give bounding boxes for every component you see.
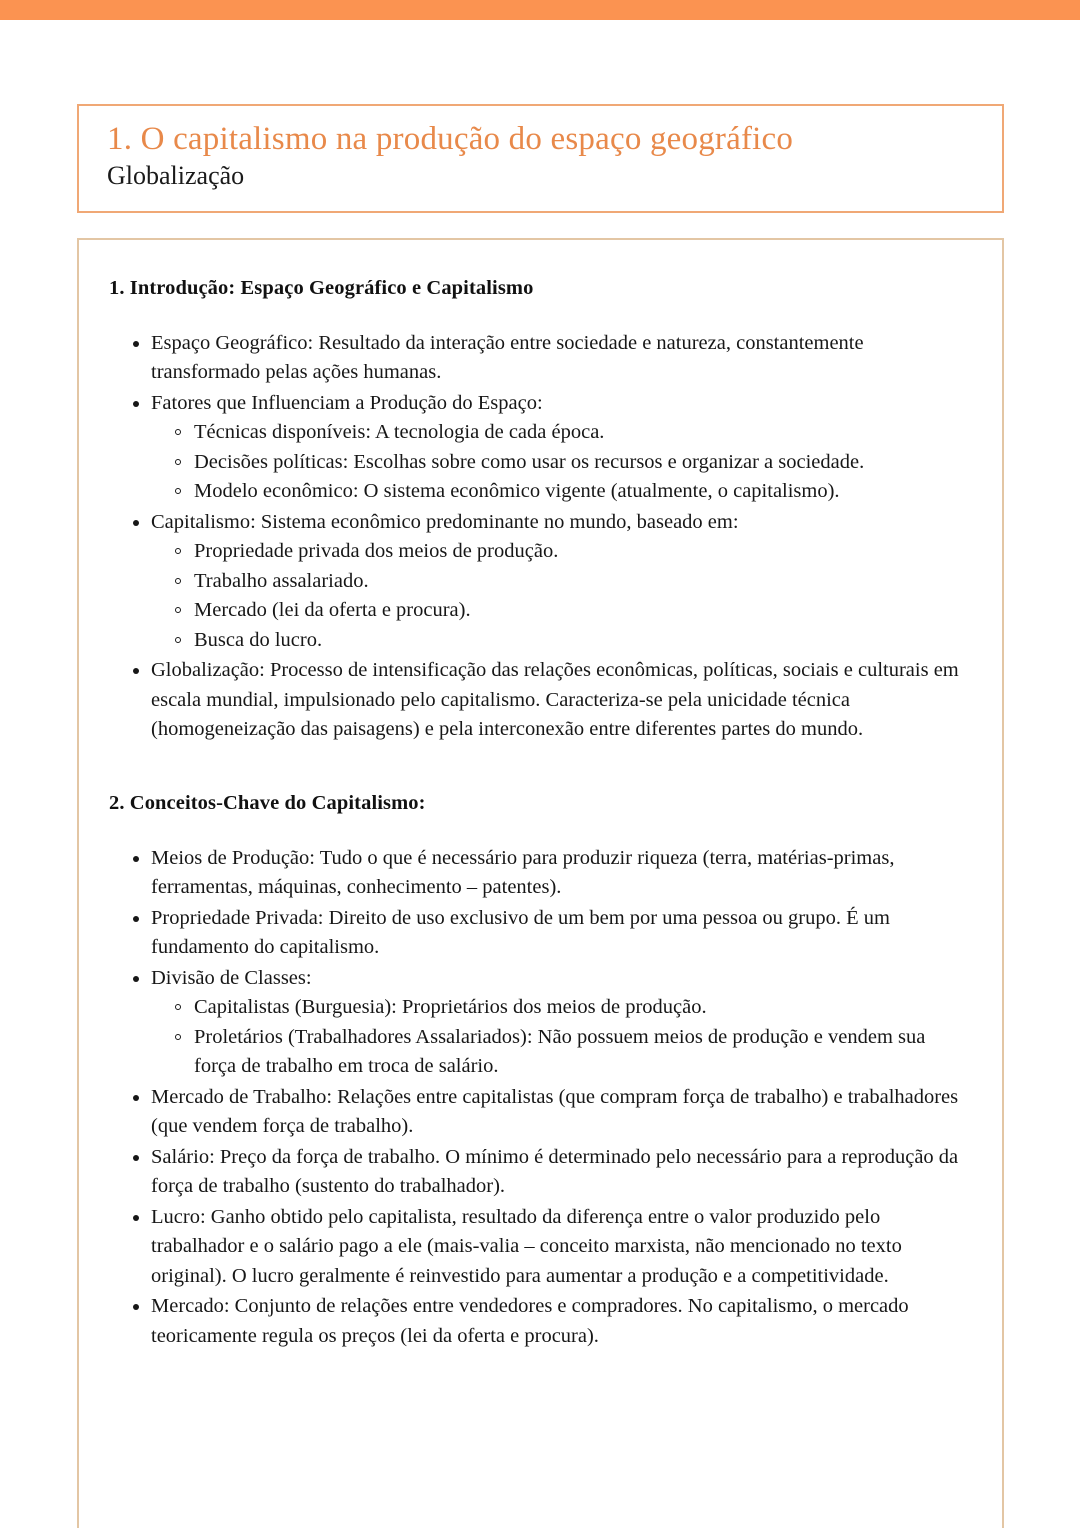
section-heading: 2. Conceitos-Chave do Capitalismo:: [109, 791, 426, 814]
sub-list-item: Mercado (lei da oferta e procura).: [151, 596, 970, 626]
list-item: [109, 964, 970, 1082]
sub-bullet-list: [151, 418, 970, 507]
list-item-text: Divisão de Classes:: [151, 966, 312, 989]
sub-list-item: Trabalho assalariado.: [151, 567, 970, 597]
list-item: [109, 389, 970, 507]
list-item: [109, 656, 970, 745]
sub-bullet-list: [151, 537, 970, 655]
title-header-box: [77, 104, 1004, 213]
page-subtitle: Globalização: [107, 161, 245, 191]
list-item-text: Salário: Preço da força de trabalho. O mínimo é determinado pelo necessário para a reprodução da força de trabalho (sustento do trabalhador).: [151, 1145, 959, 1198]
sub-list-item: Técnicas disponíveis: A tecnologia de cada época.: [151, 418, 970, 448]
sub-list-item: Modelo econômico: O sistema econômico vigente (atualmente, o capitalismo).: [151, 477, 970, 507]
list-item: [109, 508, 970, 656]
sub-list-item: Busca do lucro.: [151, 626, 970, 656]
list-item: [109, 329, 970, 388]
list-item-text: Meios de Produção: Tudo o que é necessário para produzir riqueza (terra, matérias-primas, ferramentas, máquinas, conhecimento – patentes).: [151, 846, 895, 899]
sub-list-item: Capitalistas (Burguesia): Proprietários dos meios de produção.: [151, 993, 970, 1023]
list-item-text: Globalização: Processo de intensificação das relações econômicas, políticas, sociais e culturais em escala mundial, impulsionado pelo capitalismo. Caracteriza-se pela unicidade técnica (homogeneização das paisagens) e pela interconexão entre diferentes partes do mundo.: [151, 659, 959, 741]
list-item: [109, 1203, 970, 1292]
page-title: 1. O capitalismo na produção do espaço geográfico: [107, 121, 794, 157]
section-heading: 1. Introdução: Espaço Geográfico e Capitalismo: [109, 277, 534, 299]
sub-list-item: Propriedade privada dos meios de produção.: [151, 537, 970, 567]
bullet-list: [109, 844, 970, 1352]
list-item-text: Espaço Geográfico: Resultado da interação entre sociedade e natureza, constantemente transformado pelas ações humanas.: [151, 331, 864, 384]
list-item-text: Mercado: Conjunto de relações entre vendedores e compradores. No capitalismo, o mercado teoricamente regula os preços (lei da oferta e procura).: [151, 1295, 909, 1347]
list-item: [109, 1292, 970, 1351]
list-item: [109, 904, 970, 963]
list-item: [109, 1143, 970, 1202]
list-item-text: Mercado de Trabalho: Relações entre capitalistas (que compram força de trabalho) e trabalhadores (que vendem força de trabalho).: [151, 1085, 959, 1138]
document-content-box: [77, 238, 1004, 1528]
list-item: [109, 844, 970, 903]
list-item-text: Lucro: Ganho obtido pelo capitalista, resultado da diferença entre o valor produzido pelo trabalhador e o salário pago a ele (mais-valia – conceito marxista, não mencionado no texto original). O lucro geralmente é reinvestido para aumentar a produção e a competitividade.: [151, 1205, 902, 1287]
content-section: [109, 789, 970, 1351]
sections-container: [109, 274, 970, 1351]
sub-bullet-list: [151, 993, 970, 1082]
bullet-list: [109, 329, 970, 745]
list-item-text: Propriedade Privada: Direito de uso exclusivo de um bem por uma pessoa ou grupo. É um fundamento do capitalismo.: [151, 906, 890, 959]
sub-list-item: Proletários (Trabalhadores Assalariados): Não possuem meios de produção e vendem sua força de trabalho em troca de salário.: [151, 1023, 970, 1082]
list-item-text: Fatores que Influenciam a Produção do Espaço:: [151, 391, 543, 414]
top-accent-bar: [0, 0, 1080, 20]
list-item-text: Capitalismo: Sistema econômico predominante no mundo, baseado em:: [151, 510, 739, 533]
list-item: [109, 1083, 970, 1142]
sub-list-item: Decisões políticas: Escolhas sobre como usar os recursos e organizar a sociedade.: [151, 448, 970, 478]
content-section: [109, 274, 970, 745]
